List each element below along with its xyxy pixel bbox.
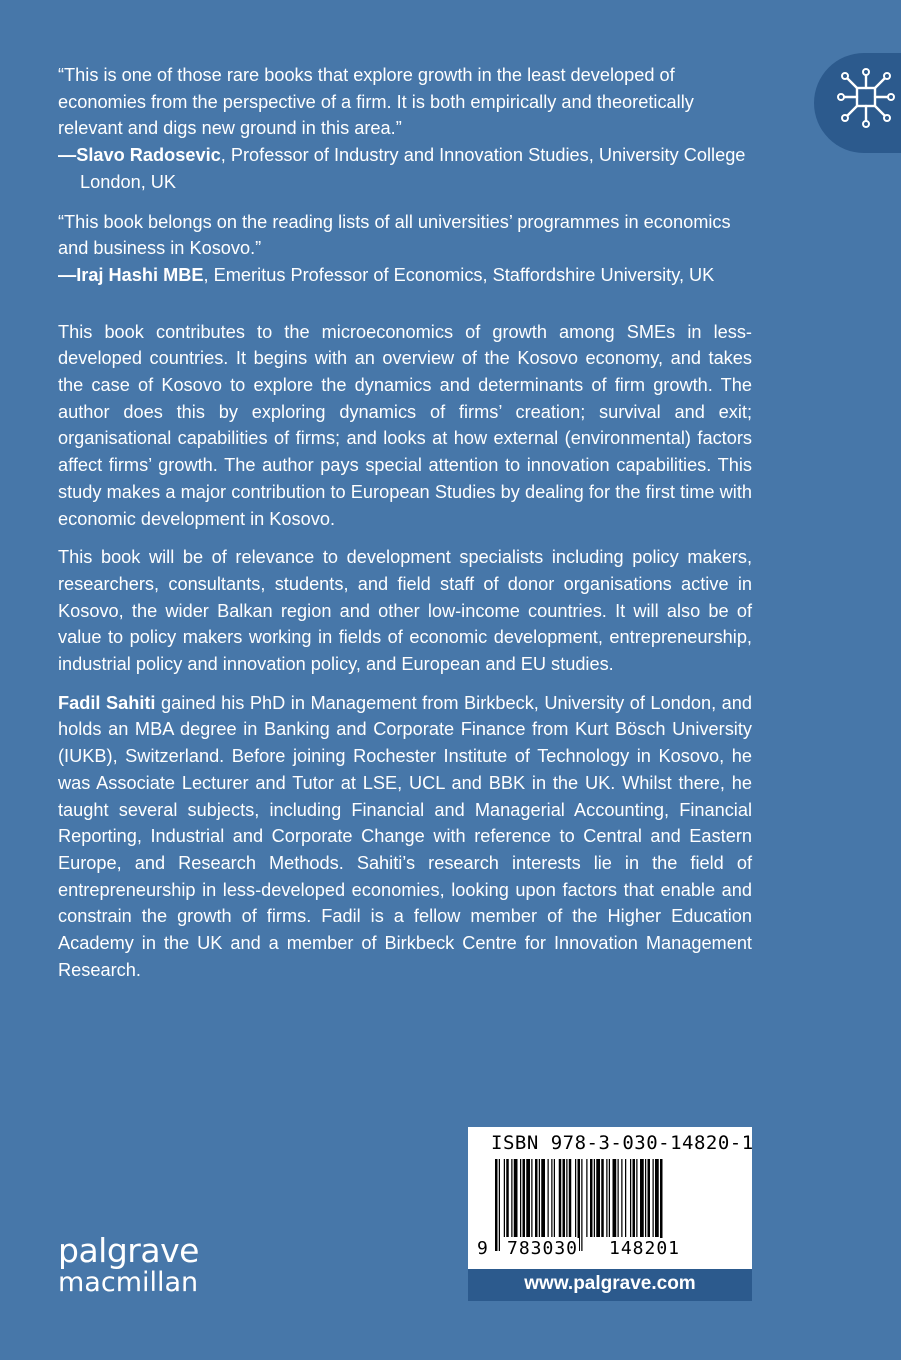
barcode-bar	[609, 1159, 610, 1237]
barcode-bar	[535, 1159, 538, 1237]
barcode-bar	[504, 1159, 505, 1237]
barcode-bar	[655, 1159, 659, 1237]
barcode-bar	[621, 1159, 622, 1237]
quote-dash: —	[58, 145, 77, 166]
quote-affiliation: , Emeritus Professor of Economics, Staffordshire University, UK	[203, 264, 715, 285]
barcode-bar	[581, 1159, 582, 1251]
barcode-bar	[606, 1159, 607, 1237]
barcode-bar	[559, 1159, 562, 1237]
barcode-bar	[511, 1159, 512, 1237]
barcode-bar	[514, 1159, 518, 1237]
barcode-bar	[506, 1159, 509, 1237]
barcode-bar	[653, 1159, 654, 1237]
publisher-wordmark	[58, 1231, 199, 1298]
quote-attribution	[58, 142, 752, 195]
endorsement-quote-1	[58, 62, 752, 196]
barcode-bar	[554, 1159, 555, 1237]
quote-text: “This book belongs on the reading lists of all universities’ programmes in economics and business in Kosovo.”	[58, 211, 731, 259]
quote-text: “This is one of those rare books that explore growth in the least developed of economies from the perspective of a firm. It is both empirically and theoretically relevant and digs new ground in this area.”	[58, 65, 694, 139]
quote-author: Slavo Radosevic	[76, 145, 221, 166]
description-paragraph-2: This book will be of relevance to development specialists including policy makers, researchers, consultants, students, and field staff of donor organisations active in Kosovo, the wider Balkan region and other low-income countries. It will also be of value to policy makers working in fields of economic development, entrepreneurship, industrial policy and innovation policy, and European and EU studies.	[58, 547, 752, 675]
barcode-bar	[526, 1159, 530, 1237]
barcode-bar	[566, 1159, 567, 1237]
description-paragraph-1: This book contributes to the microeconomics of growth among SMEs in less-developed countries. It begins with an overview of the Kosovo economy, and takes the case of Kosovo to explore the dynamics and determinants of firm growth. The author does this by exploring dynamics of firms’ creation; survival and exit; organisational capabilities of firms; and looks at how external (environmental) factors affect firms’ growth. The author pays special attention to innovation capabilities. This study makes a major contribution to European Studies by dealing for the first time with economic development in Kosovo.	[58, 321, 752, 529]
endorsement-quote-2	[58, 209, 752, 289]
barcode-bar	[548, 1159, 549, 1237]
barcode-bar	[633, 1159, 636, 1237]
barcode-bar	[645, 1159, 646, 1237]
barcode-background	[468, 1127, 752, 1269]
book-description	[58, 319, 752, 984]
palgrave-network-logo-icon	[836, 67, 896, 131]
publisher-name-line2: macmillan	[58, 1267, 199, 1298]
barcode-bar	[630, 1159, 631, 1237]
barcode-bar	[648, 1159, 651, 1237]
barcode-bar	[541, 1159, 545, 1237]
barcode-bar	[523, 1159, 526, 1237]
barcode-bar	[569, 1159, 572, 1237]
barcode-left-digits: 783030	[507, 1238, 579, 1259]
barcode-bar	[640, 1159, 644, 1237]
publisher-logo-tab	[814, 53, 901, 153]
barcode-bar	[601, 1159, 604, 1237]
barcode-bar	[495, 1159, 498, 1251]
publisher-website[interactable]: www.palgrave.com	[468, 1269, 752, 1301]
barcode-bar	[590, 1159, 593, 1237]
barcode-bar	[575, 1159, 576, 1237]
isbn-label: ISBN 978-3-030-14820-1	[491, 1132, 754, 1154]
author-name: Fadil Sahiti	[58, 692, 156, 713]
cover-text-column	[58, 62, 752, 984]
barcode-bar	[618, 1159, 619, 1237]
quote-attribution	[58, 262, 752, 289]
barcode-first-digit: 9	[477, 1238, 488, 1259]
barcode-bar	[596, 1159, 600, 1237]
barcode-bar	[539, 1159, 540, 1237]
author-bio	[58, 690, 752, 984]
quote-author: Iraj Hashi MBE	[76, 264, 204, 285]
barcode-bar	[636, 1159, 637, 1237]
barcode-bar	[586, 1159, 587, 1237]
quote-affiliation: , Professor of Industry and Innovation Studies, University College London, UK	[80, 145, 746, 192]
isbn-barcode-panel	[468, 1127, 752, 1301]
barcode-bar	[531, 1159, 532, 1237]
author-bio-text: gained his PhD in Management from Birkbeck, University of London, and holds an MBA degree in Banking and Corporate Finance from Kurt Bösch University (IUKB), Switzerland. Before joining Rochester Institute of Technology in Kosovo, he was Associate Lecturer and Tutor at LSE, UCL and BBK in the UK. Whilst there, he taught several subjects, including Financial and Managerial Accounting, Financial Reporting, Industrial and Corporate Change with reference to Central and Eastern Europe, and Research Methods. Sahiti’s research interests lie in the field of entrepreneurship in less-developed economies, looking upon factors that enable and constrain the growth of firms. Fadil is a fellow member of the Higher Education Academy in the UK and a member of Birkbeck Centre for Innovation Management Research.	[58, 692, 753, 980]
barcode-bar	[625, 1159, 626, 1237]
barcode-bar	[594, 1159, 595, 1237]
quote-dash: —	[58, 264, 77, 285]
barcode-bar	[551, 1159, 552, 1237]
publisher-name-line1: palgrave	[58, 1231, 199, 1270]
barcode-bar	[520, 1159, 521, 1237]
barcode-right-digits: 148201	[609, 1238, 681, 1259]
barcode-bar	[613, 1159, 617, 1237]
barcode-bar	[563, 1159, 566, 1237]
barcode-bar	[499, 1159, 500, 1251]
